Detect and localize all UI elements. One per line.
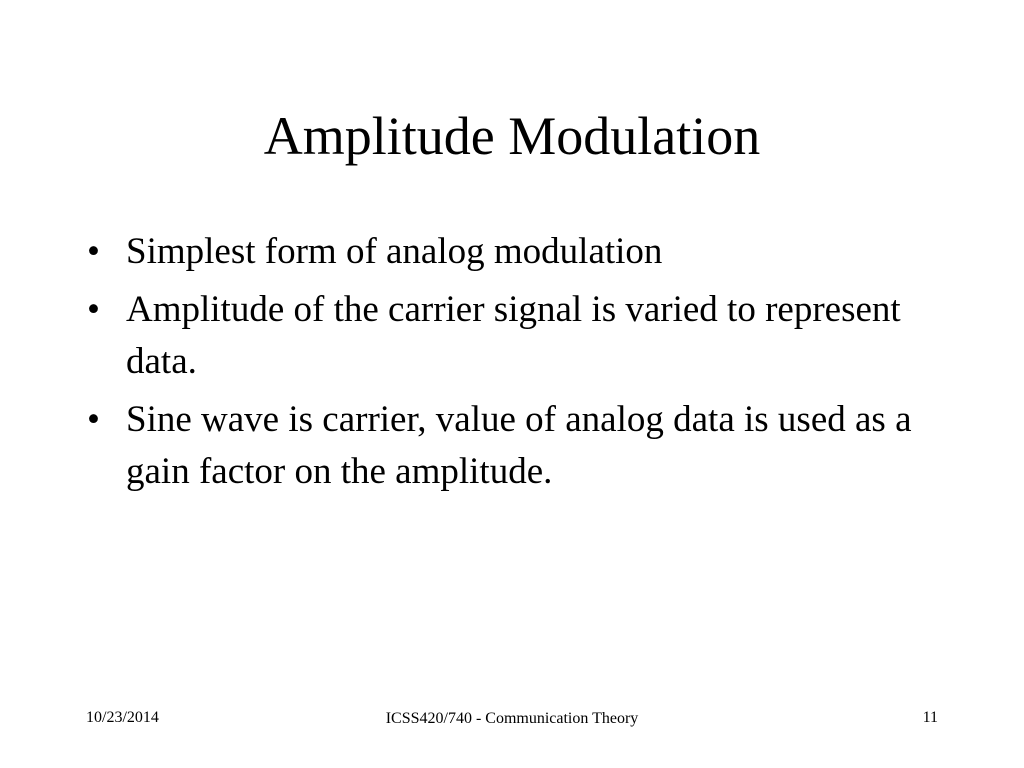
bullet-item — [87, 284, 947, 388]
bullet-icon: • — [87, 289, 100, 330]
footer-course-title: ICSS420/740 - Communication Theory — [385, 710, 639, 727]
footer-page-number: 11 — [922, 709, 938, 726]
bullet-text: Sine wave is carrier, value of analog data is used as a gain factor on the amplitude. — [126, 399, 912, 492]
slide-title: Amplitude Modulation — [263, 106, 761, 166]
bullet-text: Simplest form of analog modulation — [126, 231, 663, 272]
bullet-icon: • — [87, 231, 100, 272]
bullet-item — [87, 394, 947, 498]
footer-date: 10/23/2014 — [86, 709, 159, 726]
bullet-icon: • — [87, 399, 100, 440]
bullet-item — [87, 226, 947, 278]
bullet-text: Amplitude of the carrier signal is varied to represent data. — [126, 289, 901, 382]
bullet-list — [87, 226, 947, 504]
